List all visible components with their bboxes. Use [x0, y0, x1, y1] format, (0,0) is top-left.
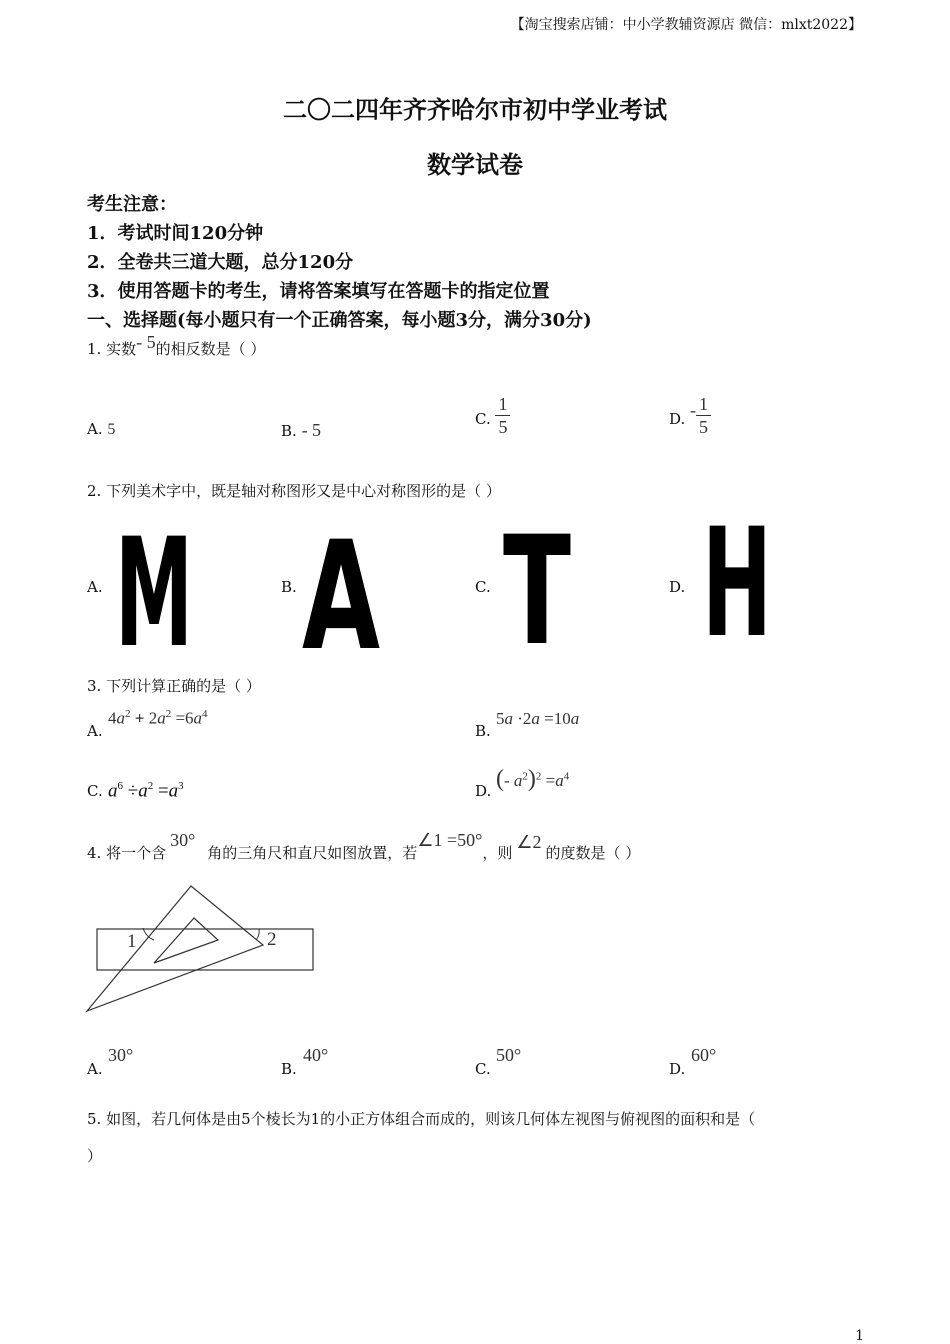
q4-value-d: 60°	[691, 1045, 717, 1065]
triangle-outer	[87, 886, 263, 1011]
q2-option-b-label[interactable]: B.	[281, 578, 297, 596]
notice-item-1: 1．考试时间120分钟	[87, 223, 264, 244]
angle-label-2: 2	[267, 929, 277, 950]
q4-condition: ∠1 =50°	[417, 830, 483, 850]
q2-option-c-label[interactable]: C.	[475, 578, 491, 596]
question-2: 2. 下列美术字中，既是轴对称图形又是中心对称图形的是（ ）	[87, 482, 501, 500]
letter-h-glyph	[702, 497, 774, 671]
angle-1-arc	[143, 928, 154, 940]
fraction: $\frac{1}{5}$	[696, 393, 711, 438]
question-1: 1. 实数- 5的相反数是（ ）	[87, 332, 266, 358]
q1-expression: - 5	[136, 332, 156, 352]
q1-option-b[interactable]: B. - 5	[281, 420, 322, 440]
q3-option-c[interactable]: C.	[87, 782, 103, 800]
letter-t-glyph	[503, 505, 573, 679]
q4-value-c: 50°	[496, 1045, 522, 1065]
notice-item-2: 2．全卷共三道大题，总分120分	[87, 252, 354, 273]
q1-option-d[interactable]: D. - $\frac{1}{5}$	[669, 393, 711, 438]
q4-value-b: 40°	[303, 1045, 329, 1065]
q2-option-a-label[interactable]: A.	[87, 578, 103, 596]
letter-m: M	[115, 507, 193, 681]
q2-option-d-label[interactable]: D.	[669, 578, 686, 596]
q3-option-b[interactable]: B.	[475, 722, 491, 740]
angle-label-1: 1	[127, 931, 137, 952]
triangle-inner	[154, 918, 218, 963]
q4-option-a[interactable]: A.	[87, 1060, 103, 1078]
q4-angle: 30°	[170, 830, 196, 850]
letter-a-glyph	[302, 510, 382, 684]
notice-item-3: 3．使用答题卡的考生，请将答案填写在答题卡的指定位置	[87, 281, 550, 302]
question-4: 4. 将一个含30°角的三角尺和直尺如图放置，若∠1 =50°，则∠2的度数是（ ）	[87, 830, 641, 862]
fraction: $\frac{1}{5}$	[495, 393, 510, 438]
letter-m-glyph	[115, 507, 195, 681]
triangle-ruler-figure	[80, 880, 330, 1020]
angle-2-arc	[256, 929, 259, 940]
q3-expression-a: $4a^2 + 2a^2 =6a^4$	[108, 708, 208, 728]
q4-ask: ∠2	[516, 832, 542, 852]
q1-option-a[interactable]: A. 5	[87, 420, 116, 438]
q4-option-b[interactable]: B.	[281, 1060, 297, 1078]
q3-expression-b: 5a ·2a =10a	[496, 709, 580, 728]
q3-expression-c: $a^6 \div a^2 =a^3$	[108, 780, 184, 802]
q4-value-a: 30°	[108, 1045, 134, 1065]
question-5-line-1: 5. 如图，若几何体是由5个棱长为1的小正方体组合而成的，则该几何体左视图与俯视图的面积和是（	[87, 1110, 756, 1128]
q4-option-c[interactable]: C.	[475, 1060, 491, 1078]
page-number: 1	[855, 1328, 864, 1344]
q4-option-d[interactable]: D.	[669, 1060, 686, 1078]
question-3: 3. 下列计算正确的是（ ）	[87, 677, 261, 695]
letter-a: A	[302, 510, 380, 684]
q3-option-d[interactable]: D.	[475, 782, 492, 800]
letter-t: T	[503, 505, 571, 679]
letter-h: H	[702, 497, 772, 671]
page-header: 【淘宝搜索店铺：中小学教辅资源店 微信：mlxt2022】	[510, 17, 862, 33]
exam-subtitle: 数学试卷	[427, 150, 523, 179]
question-5-line-2: ）	[87, 1147, 103, 1165]
q3-option-a[interactable]: A.	[87, 722, 103, 740]
notice-heading: 考生注意：	[87, 194, 177, 215]
exam-title: 二〇二四年齐齐哈尔市初中学业考试	[283, 95, 667, 124]
q1-option-c[interactable]: C. $\frac{1}{5}$	[475, 393, 510, 438]
section-heading: 一、选择题(每小题只有一个正确答案，每小题3分，满分30分)	[87, 310, 592, 331]
q3-expression-d: (- $a^2)^2 =a^4$	[496, 766, 570, 792]
